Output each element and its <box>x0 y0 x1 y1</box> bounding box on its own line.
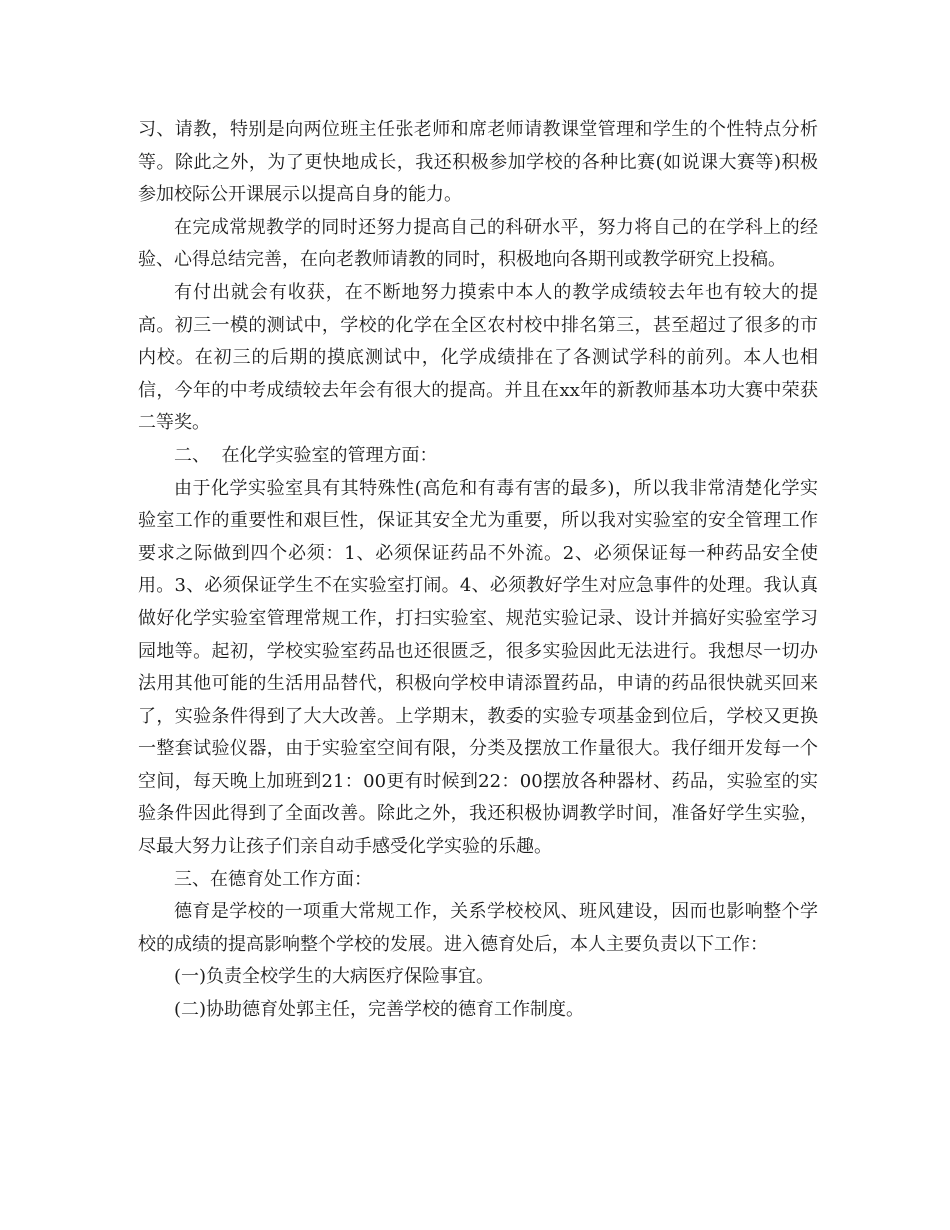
list-item-insurance: (一)负责全校学生的大病医疗保险事宜。 <box>174 966 495 988</box>
paragraph-moral-education: 德育是学校的一项重大常规工作，关系学校校风、班风建设，因而也影响整个学校的成绩的提高影响整个学校的发展。进入德育处后，本人主要负责以下工作： <box>138 901 818 955</box>
paragraph-continuation: 习、请教，特别是向两位班主任张老师和席老师请教课堂管理和学生的个性特点分析等。除此之外，为了更快地成长，我还积极参加学校的各种比赛(如说课大赛等)积极参加校际公开课展示以提高自身的能力。 <box>138 119 818 206</box>
paragraph-lab-management: 由于化学实验室具有其特殊性(高危和有毒有害的最多)，所以我非常清楚化学实验室工作的重要性和艰巨性，保证其安全尤为重要，所以我对实验室的安全管理工作要求之际做到四个必须：1、必须保证药品不外流。2、必须保证每一种药品安全使用。3、必须保证学生不在实验室打闹。4、必须教好学生对应急事件的处理。我认真做好化学实验室管理常规工作，打扫实验室、规范实验记录、设计并搞好实验室学习园地等。起初，学校实验室药品也还很匮乏，很多实验因此无法进行。我想尽一切办法用其他可能的生活用品替代，积极向学校申请添置药品，申请的药品很快就买回来了，实验条件得到了大大改善。上学期末，教委的实验专项基金到位后，学校又更换一整套试验仪器，由于实验室空间有限，分类及摆放工作量很大。我仔细开发每一个空间，每天晚上加班到21：00更有时候到22：00摆放各种器材、药品，实验室的实验条件因此得到了全面改善。除此之外，我还积极协调教学时间，准备好学生实验，尽最大努力让孩子们亲自动手感受化学实验的乐趣。 <box>138 477 818 858</box>
section-heading-lab: 二、 在化学实验室的管理方面： <box>174 444 438 466</box>
document-body <box>138 114 818 1027</box>
paragraph-results: 有付出就会有收获，在不断地努力摸索中本人的教学成绩较去年也有较大的提高。初三一模的测试中，学校的化学在全区农村校中排名第三，甚至超过了很多的市内校。在初三的后期的摸底测试中，化学成绩排在了各测试学科的前列。本人也相信，今年的中考成绩较去年会有很大的提高。并且在xx年的新教师基本功大赛中荣获二等奖。 <box>138 281 818 434</box>
paragraph-research: 在完成常规教学的同时还努力提高自己的科研水平，努力将自己的在学科上的经验、心得总结完善，在向老教师请教的同时，积极地向各期刊或教学研究上投稿。 <box>138 216 818 271</box>
section-heading-moral-education: 三、在德育处工作方面： <box>174 868 372 890</box>
list-item-assist-director: (二)协助德育处郭主任，完善学校的德育工作制度。 <box>174 999 585 1021</box>
